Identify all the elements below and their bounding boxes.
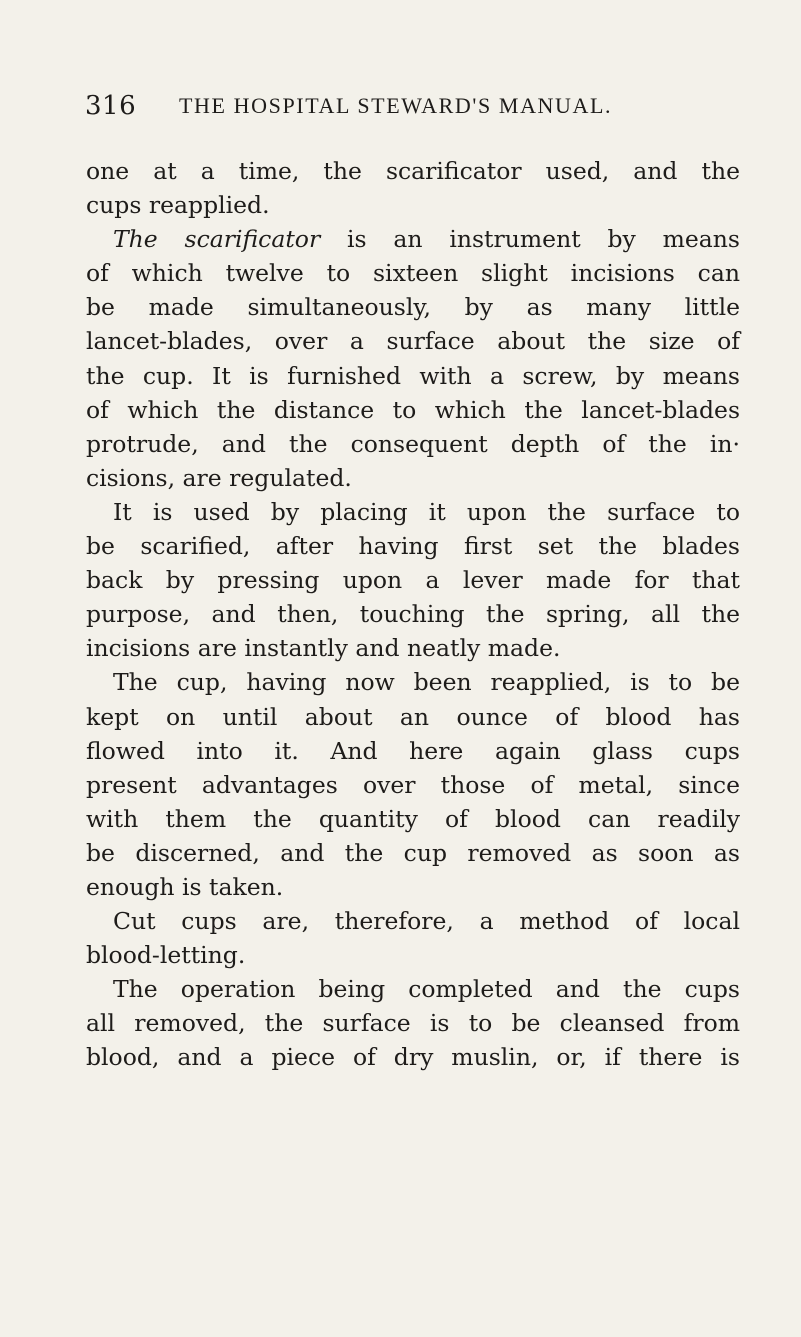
line-text: all removed, the surface is to be cleansed from xyxy=(86,1009,740,1038)
text-line xyxy=(86,324,740,358)
line-text: is an instrument by means xyxy=(320,225,740,254)
line-text: cups reapplied. xyxy=(86,191,270,220)
page-header xyxy=(85,86,735,126)
line-text: lancet-blades, over a surface about the size of xyxy=(86,327,740,356)
text-line xyxy=(86,938,740,972)
text-line xyxy=(86,836,740,870)
line-text: be scarified, after having first set the blades xyxy=(86,532,740,561)
text-line xyxy=(86,290,740,324)
line-text: of which the distance to which the lancet-blades xyxy=(86,395,740,424)
line-text: cisions, are regulated. xyxy=(86,463,352,492)
line-text: be discerned, and the cup removed as soon as xyxy=(86,838,740,867)
line-text: blood-letting. xyxy=(86,941,246,970)
line-text: kept on until about an ounce of blood has xyxy=(86,702,740,731)
line-text: of which twelve to sixteen slight incisions can xyxy=(86,259,740,288)
text-line xyxy=(86,904,740,938)
line-text: The cup, having now been reapplied, is to be xyxy=(113,668,740,697)
line-text: The operation being completed and the cups xyxy=(113,975,740,1004)
text-line xyxy=(86,495,740,529)
italic-term: The scarificator xyxy=(113,225,321,254)
text-line xyxy=(86,529,740,563)
running-title: THE HOSPITAL STEWARD'S MANUAL. xyxy=(179,93,613,118)
line-text: one at a time, the scarificator used, and the xyxy=(86,157,740,185)
page-number: 316 xyxy=(85,91,137,121)
line-text: be made simultaneously, by as many little xyxy=(86,293,740,322)
line-text: with them the quantity of blood can readily xyxy=(86,804,740,833)
line-text: protrude, and the consequent depth of the in· xyxy=(86,429,740,458)
body-text xyxy=(86,154,740,1075)
text-line xyxy=(86,1006,740,1040)
line-text: incisions are instantly and neatly made. xyxy=(86,634,561,663)
text-line xyxy=(86,256,740,290)
line-text: blood, and a piece of dry muslin, or, if there is xyxy=(86,1043,740,1072)
text-line xyxy=(86,393,740,427)
text-line xyxy=(86,154,740,188)
text-line xyxy=(86,597,740,631)
text-line xyxy=(86,768,740,802)
text-line xyxy=(86,802,740,836)
line-text: Cut cups are, therefore, a method of local xyxy=(113,907,740,936)
text-line xyxy=(86,461,740,495)
text-line xyxy=(86,563,740,597)
text-line xyxy=(86,359,740,393)
text-line xyxy=(86,870,740,904)
line-text: the cup. It is furnished with a screw, by means xyxy=(86,361,740,390)
text-line xyxy=(86,188,740,222)
line-text: back by pressing upon a lever made for that xyxy=(86,566,740,595)
text-line xyxy=(86,700,740,734)
text-line xyxy=(86,631,740,665)
text-line xyxy=(86,972,740,1006)
line-text: purpose, and then, touching the spring, all the xyxy=(86,600,740,629)
text-line xyxy=(86,665,740,699)
line-text: It is used by placing it upon the surface to xyxy=(113,497,740,526)
line-text: enough is taken. xyxy=(86,872,284,901)
line-text: present advantages over those of metal, since xyxy=(86,770,740,799)
text-line xyxy=(86,222,740,256)
text-line xyxy=(86,734,740,768)
text-line xyxy=(86,427,740,461)
line-text: flowed into it. And here again glass cups xyxy=(86,736,740,765)
text-line xyxy=(86,1040,740,1074)
